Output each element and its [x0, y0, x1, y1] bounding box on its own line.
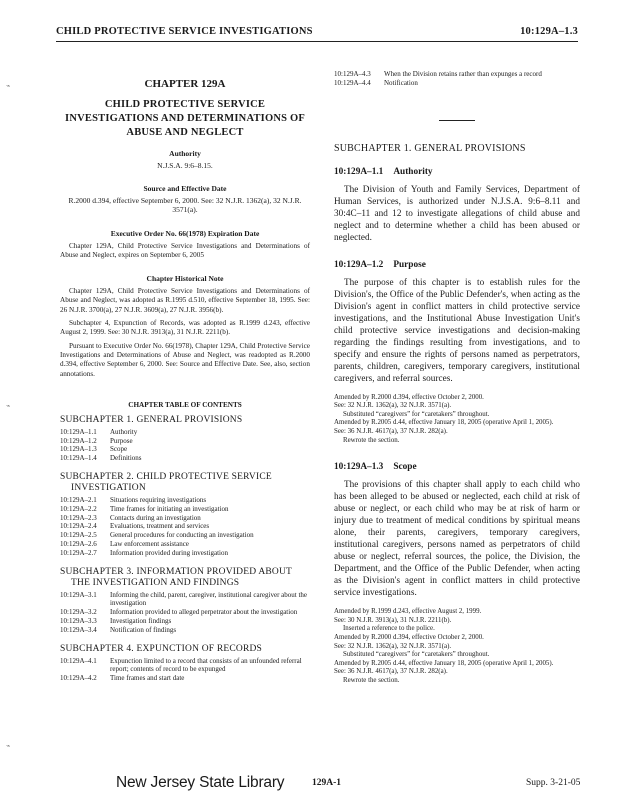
- toc-section-title: Scope: [110, 445, 128, 454]
- toc-section-number: 10:129A–1.3: [60, 445, 97, 454]
- toc-row: [60, 428, 310, 437]
- toc-section-title: Definitions: [110, 454, 142, 463]
- toc-section-number: 10:129A–2.3: [60, 513, 97, 522]
- toc-section-title: Purpose: [110, 436, 133, 445]
- section-body: The purpose of this chapter is to establish rules for the Division's, the Office of the Public Defender's, when acting as the Division's agent in conflict matters in child protective service investigations, and the Institutional Abuse Investigation Unit's child protective service investigations and decision-making regarding the findings resulting from investigations, and to specify and ensure the rights of persons named as perpetrators, parents, children, caregivers, temporary caregivers, institutional caregivers, and referral sources.: [334, 276, 580, 383]
- toc-section-title: Evaluations, treatment and services: [110, 522, 210, 531]
- section-number: 10:129A–1.2: [334, 259, 384, 270]
- amendment-line: Amended by R.2000 d.394, effective October 2, 2000.: [334, 633, 484, 641]
- toc-row: [60, 445, 310, 454]
- toc-section-title: Time frames and start date: [110, 674, 185, 683]
- toc-row: [60, 617, 310, 626]
- toc-subchapter-heading: [60, 415, 310, 426]
- toc-row: [60, 540, 310, 549]
- supplement-date: Supp. 3-21-05: [526, 778, 581, 788]
- toc-title: CHAPTER TABLE OF CONTENTS: [128, 400, 242, 409]
- toc-section-title: Investigation findings: [110, 617, 172, 626]
- margin-mark: ⌁: [6, 742, 11, 750]
- section-number: 10:129A–1.1: [334, 166, 384, 177]
- toc-row: [60, 454, 310, 463]
- toc-section-title: Contacts during an investigation: [110, 513, 201, 522]
- toc-section-number: 10:129A–3.1: [60, 590, 97, 599]
- history-paragraph: Subchapter 4, Expunction of Records, was adopted as R.1999 d.243, effective August 2, 1999. See: 30 N.J.R. 3913(a), 31 N.J.R. 2211(b).: [60, 319, 310, 337]
- toc-section-number: 10:129A–2.7: [60, 548, 97, 557]
- source-text: R.2000 d.394, effective September 6, 2000. See: 32 N.J.R. 1362(a), 32 N.J.R. 3571(a).: [68, 196, 302, 215]
- amendment-line: See: 36 N.J.R. 4617(a), 37 N.J.R. 282(a).: [334, 427, 448, 435]
- amendment-line: Rewrote the section.: [343, 436, 400, 444]
- toc-section-number: 10:129A–3.3: [60, 617, 97, 626]
- toc-subchapter-heading: [60, 644, 310, 655]
- margin-mark: ⌁: [6, 402, 11, 410]
- section-number: 10:129A–1.3: [334, 462, 384, 473]
- left-column: [60, 70, 310, 683]
- section-body: The Division of Youth and Family Services, Department of Human Services, is authorized under N.J.S.A. 9:6–8.11 and 30:4C–11 and 12 to investigate allegations of child abuse and neglect and to determine whether a child has been abused or neglected.: [334, 183, 580, 242]
- toc-section-number: 10:129A–2.5: [60, 531, 97, 540]
- page-number: 129A-1: [312, 778, 342, 788]
- toc-row: [334, 70, 580, 79]
- expiration-heading: Executive Order No. 66(1978) Expiration Date: [110, 228, 260, 238]
- toc-section-title: General procedures for conducting an investigation: [110, 531, 254, 540]
- toc-row: [60, 608, 310, 617]
- toc-section-title: Expunction limited to a record that consists of an unfounded referral report; contents of record to be expunged: [110, 656, 302, 674]
- toc-row: [60, 549, 310, 558]
- toc-section-number: 10:129A–2.4: [60, 522, 97, 531]
- amendment-line: See: 36 N.J.R. 4617(a), 37 N.J.R. 282(a).: [334, 668, 448, 676]
- toc-section-title: Informing the child, parent, caregiver, institutional caregiver about the investigation: [110, 590, 308, 608]
- toc-section-number: 10:129A–4.2: [60, 674, 97, 683]
- history-paragraph: Pursuant to Executive Order No. 66(1978), Chapter 129A, Child Protective Service Investigations and Determinations of Abuse and Neglect, was readopted as R.2000 d.394, effective September 6, 2000. See: Source and Effective Date. See, also, section annotations.: [60, 341, 310, 378]
- section-heading: [334, 167, 580, 177]
- toc-continued: [334, 70, 580, 88]
- running-head-section: 10:129A–1.3: [520, 26, 578, 37]
- expiration-text: Chapter 129A, Child Protective Service Investigations and Determinations of Abuse and Neglect, expires on September 6, 2005: [60, 241, 310, 259]
- toc-section-title: Time frames for initiating an investigation: [110, 504, 229, 513]
- toc-section-title: Authority: [110, 427, 138, 436]
- toc-row: [60, 505, 310, 514]
- authority-text: N.J.S.A. 9:6–8.15.: [157, 161, 213, 170]
- toc-rows: [60, 657, 310, 683]
- toc-row: [60, 531, 310, 540]
- section-separator: [439, 120, 475, 121]
- chapter-title: CHILD PROTECTIVE SERVICE INVESTIGATIONS AND DETERMINATIONS OF ABUSE AND NEGLECT: [65, 99, 305, 138]
- toc-row: [60, 591, 310, 609]
- amendment-line: Substituted “caregivers” for “caretakers” throughout.: [343, 651, 490, 659]
- toc-subchapter-line: SUBCHAPTER 3. INFORMATION PROVIDED ABOUT: [60, 566, 293, 577]
- section-label: Purpose: [393, 259, 426, 270]
- toc-row: [60, 657, 310, 675]
- toc-row: [60, 674, 310, 683]
- amendment-line: Inserted a reference to the police.: [343, 625, 435, 633]
- toc-row: [60, 437, 310, 446]
- amendment-notes: [334, 608, 580, 685]
- toc-row: [334, 79, 580, 88]
- toc-row: [60, 626, 310, 635]
- toc-section-number: 10:129A–1.2: [60, 436, 97, 445]
- margin-mark: ⌁: [6, 82, 11, 90]
- toc-section-title: Law enforcement assistance: [110, 540, 189, 549]
- toc-section-number: 10:129A–4.1: [60, 656, 97, 665]
- toc-subchapter-heading: [60, 567, 310, 589]
- history-heading: Chapter Historical Note: [146, 274, 224, 284]
- toc-section-title: Notification of findings: [110, 625, 177, 634]
- section-label: Authority: [393, 166, 433, 177]
- toc-rows: [60, 496, 310, 558]
- section-body: The provisions of this chapter shall apply to each child who has been alleged to be abused or neglected, each child at risk of abuse or neglect, or each child who may be at risk of harm or injury due to treatment of medical conditions by spiritual means alone, their parents, caregivers, temporary caregivers, institutional caregivers, persons named as perpetrators of child abuse or neglect, referral sources, the police, the Division, the Department, and the Office of the Public Defender, when acting as the Division's agent in conflict matters in child protective service investigations.: [334, 479, 580, 598]
- toc-section-number: 10:129A–2.2: [60, 504, 97, 513]
- toc-section-number: 10:129A–3.4: [60, 625, 97, 634]
- toc-subchapter-line: THE INVESTIGATION AND FINDINGS: [71, 577, 240, 588]
- toc-rows: [60, 591, 310, 635]
- toc-section-number: 10:129A–2.1: [60, 496, 97, 505]
- toc-section-number: 10:129A–4.3: [334, 70, 371, 78]
- toc-subchapter-line: SUBCHAPTER 1. GENERAL PROVISIONS: [60, 414, 243, 425]
- toc-section-number: 10:129A–3.2: [60, 608, 97, 617]
- toc-section-number: 10:129A–1.4: [60, 454, 97, 463]
- toc-row: [60, 514, 310, 523]
- toc-row: [60, 496, 310, 505]
- subchapter-heading: SUBCHAPTER 1. GENERAL PROVISIONS: [334, 142, 526, 154]
- toc-rows: [60, 428, 310, 463]
- toc-section-title: Information provided during investigation: [110, 548, 229, 557]
- toc-section-title: Situations requiring investigations: [110, 496, 207, 505]
- amendment-line: Substituted “caregivers” for “caretakers” throughout.: [343, 410, 490, 418]
- library-stamp: New Jersey State Library: [116, 774, 285, 791]
- amendment-line: Rewrote the section.: [343, 676, 400, 684]
- amendment-line: Amended by R.1999 d.243, effective August 2, 1999.: [334, 608, 482, 616]
- toc-section-title: Notification: [384, 78, 418, 87]
- section-heading: [334, 260, 580, 270]
- toc-section-title: When the Division retains rather than expunges a record: [384, 70, 542, 78]
- amendment-line: See: 32 N.J.R. 1362(a), 32 N.J.R. 3571(a).: [334, 402, 452, 410]
- amendment-line: Amended by R.2005 d.44, effective January 18, 2005 (operative April 1, 2005).: [334, 419, 554, 427]
- running-head-title: CHILD PROTECTIVE SERVICE INVESTIGATIONS: [56, 26, 313, 37]
- amendment-line: Amended by R.2005 d.44, effective January 18, 2005 (operative April 1, 2005).: [334, 659, 554, 667]
- section-label: Scope: [393, 462, 417, 473]
- toc-section-number: 10:129A–2.6: [60, 540, 97, 549]
- toc-section-number: 10:129A–1.1: [60, 427, 97, 436]
- toc-row: [60, 522, 310, 531]
- table-of-contents: [60, 415, 310, 683]
- source-heading: Source and Effective Date: [143, 184, 227, 193]
- toc-subchapter-line: SUBCHAPTER 4. EXPUNCTION OF RECORDS: [60, 643, 263, 654]
- section-heading: [334, 462, 580, 472]
- sections: [334, 167, 580, 686]
- toc-section-title: Information provided to alleged perpetrator about the investigation: [110, 608, 298, 617]
- authority-heading: Authority: [169, 149, 201, 158]
- toc-subchapter-line: SUBCHAPTER 2. CHILD PROTECTIVE SERVICE: [60, 472, 272, 483]
- history-paragraph: Chapter 129A, Child Protective Service Investigations and Determinations of Abuse and Neglect, was adopted as R.1995 d.510, effective September 18, 1995. See: 26 N.J.R. 3700(a), 27 N.J.R. 3609(a), 27 N.J.R. 3956(b).: [60, 287, 310, 314]
- chapter-label: CHAPTER 129A: [144, 78, 226, 90]
- amendment-line: Amended by R.2000 d.394, effective October 2, 2000.: [334, 393, 484, 401]
- toc-subchapter-line: INVESTIGATION: [71, 483, 146, 494]
- toc-section-number: 10:129A–4.4: [334, 78, 371, 87]
- amendment-line: See: 30 N.J.R. 3913(a), 31 N.J.R. 2211(b).: [334, 616, 452, 624]
- amendment-notes: [334, 394, 580, 446]
- toc-subchapter-heading: [60, 472, 310, 494]
- header-rule: [56, 41, 578, 42]
- right-column: [334, 70, 580, 686]
- amendment-line: See: 32 N.J.R. 1362(a), 32 N.J.R. 3571(a).: [334, 642, 452, 650]
